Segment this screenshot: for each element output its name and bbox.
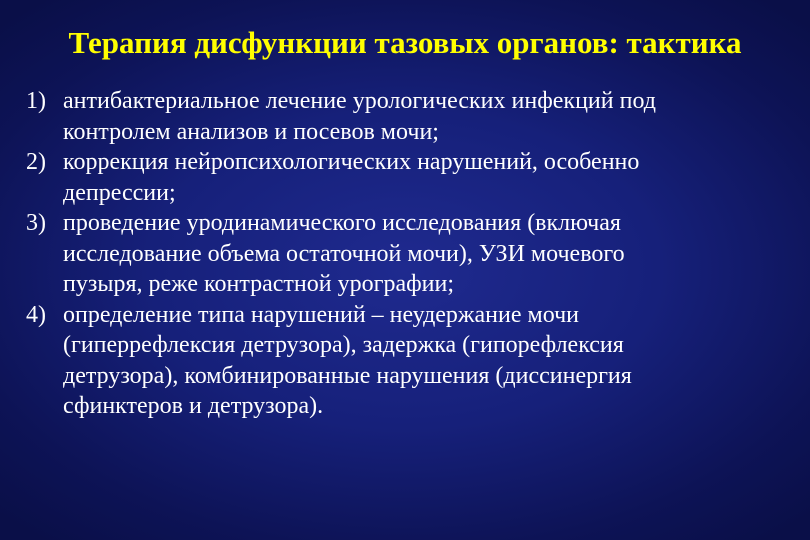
item-text <box>63 208 796 300</box>
list-item <box>26 300 796 422</box>
item-number: 3) <box>26 210 46 236</box>
item-line: проведение уродинамического исследования (включая <box>63 210 621 236</box>
list-item <box>26 86 796 147</box>
item-line: исследование объема остаточной мочи), УЗИ мочевого <box>63 240 625 267</box>
tactics-list <box>26 86 796 422</box>
item-number: 2) <box>26 149 46 175</box>
list-item <box>26 147 796 208</box>
item-line: определение типа нарушений – неудержание мочи <box>63 301 579 328</box>
list-item <box>26 208 796 300</box>
item-line: пузыря, реже контрастной урографии; <box>63 271 455 297</box>
item-line: сфинктеров и детрузора). <box>63 393 324 419</box>
item-number: 1) <box>26 88 46 114</box>
item-line: контролем анализов и посевов мочи; <box>63 118 439 145</box>
item-line: детрузора), комбинированные нарушения (диссинергия <box>63 362 632 389</box>
item-line: депрессии; <box>63 179 176 206</box>
slide-title: Терапия дисфункции тазовых органов: тактика <box>68 25 742 60</box>
item-text <box>63 86 796 147</box>
item-number: 4) <box>26 301 46 328</box>
item-text <box>63 147 796 208</box>
item-line: антибактериальное лечение урологических инфекций под <box>63 88 656 114</box>
item-line: коррекция нейропсихологических нарушений, особенно <box>63 149 640 175</box>
item-line: (гиперрефлексия детрузора), задержка (гипорефлексия <box>63 332 624 358</box>
item-text <box>63 300 796 422</box>
